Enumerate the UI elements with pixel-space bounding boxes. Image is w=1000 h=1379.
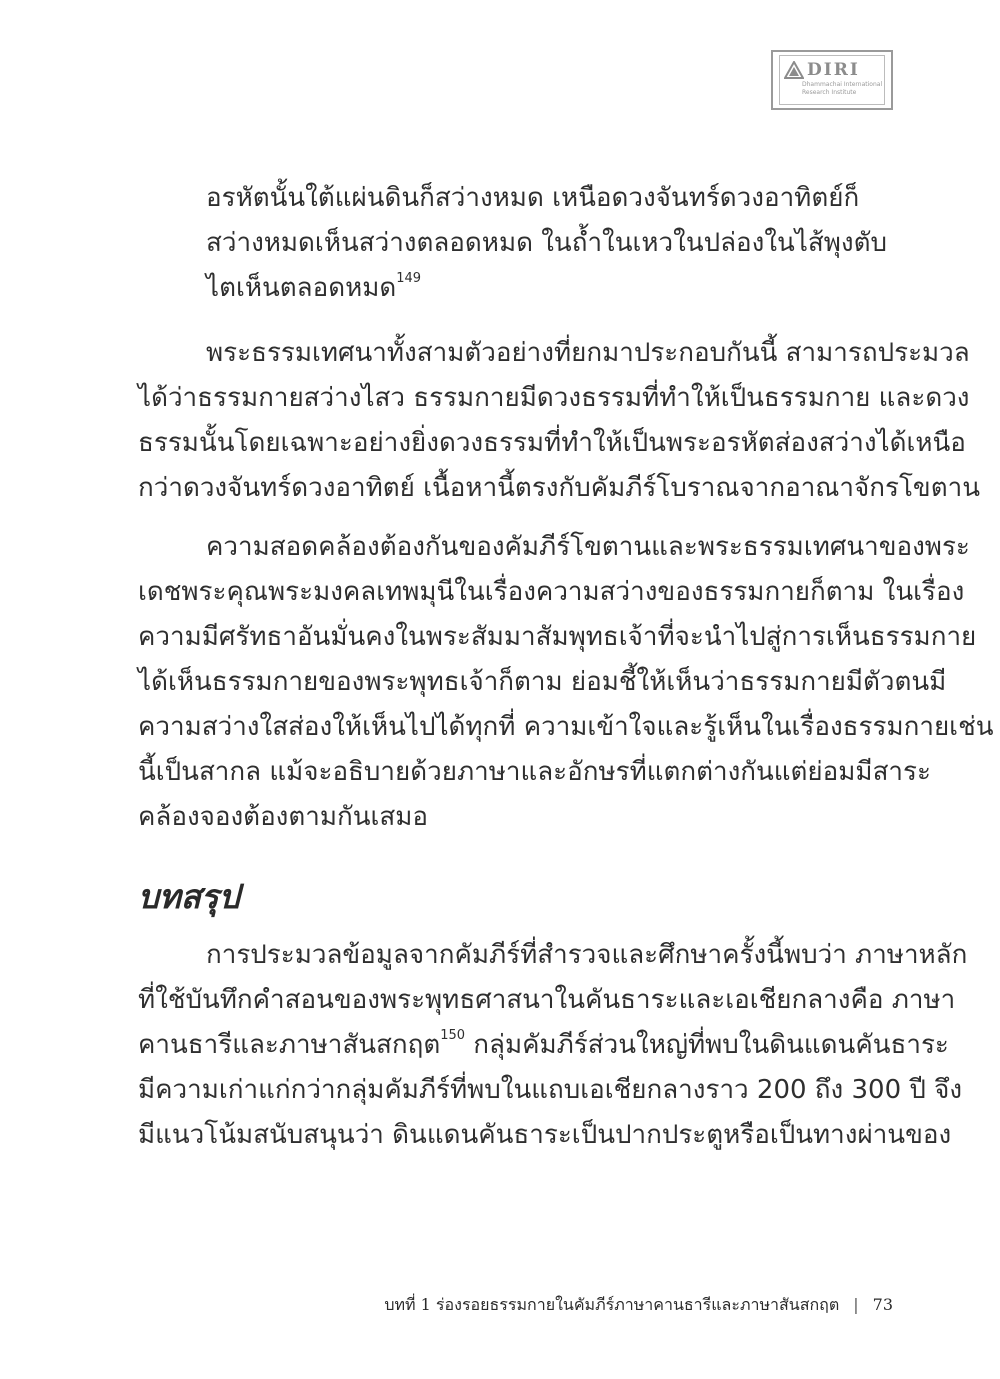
paragraph-line: มีความเก่าแก่กว่ากลุ่มคัมภีร์ที่พบในแถบเอเชียกลางราว 200 ถึง 300 ปี จึง: [138, 1075, 963, 1105]
page-footer: [384, 1293, 893, 1318]
quote-line: สว่างหมดเห็นสว่างตลอดหมด ในถ้ำในเหวในปล่องในไส้พุงตับ: [206, 228, 887, 258]
footer-separator: |: [853, 1295, 859, 1314]
page-number: 73: [872, 1295, 893, 1314]
paragraph-line: การประมวลข้อมูลจากคัมภีร์ที่สำรวจและศึกษาครั้งนี้พบว่า ภาษาหลัก: [206, 940, 968, 970]
quote-line-last: [206, 266, 846, 311]
paragraph-line: ความสอดคล้องต้องกันของคัมภีร์โขตานและพระธรรมเทศนาของพระ: [206, 532, 970, 562]
paragraph: [138, 933, 968, 1158]
triangle-emblem-icon: [784, 61, 804, 79]
section-heading: บทสรุป: [138, 877, 240, 916]
logo-name: DIRI: [807, 60, 860, 80]
paragraph-line: ความสว่างใสส่องให้เห็นไปได้ทุกที่ ความเข้าใจและรู้เห็นในเรื่องธรรมกายเช่น: [138, 712, 994, 742]
quote-line-text: ไตเห็นตลอดหมด: [206, 273, 397, 303]
paragraph-line: ธรรมนั้นโดยเฉพาะอย่างยิ่งดวงธรรมที่ทำให้เป็นพระอรหัตส่องสว่างได้เหนือ: [138, 428, 966, 458]
paragraph-text: กลุ่มคัมภีร์ส่วนใหญ่ที่พบในดินแดนคันธาระ: [465, 1030, 949, 1060]
running-chapter-title: บทที่ 1 ร่องรอยธรรมกายในคัมภีร์ภาษาคานธารีและภาษาสันสกฤต: [384, 1295, 840, 1314]
paragraph-line: คล้องจองต้องตามกันเสมอ: [138, 802, 429, 832]
paragraph-line: ได้ว่าธรรมกายสว่างไสว ธรรมกายมีดวงธรรมที่ทำให้เป็นธรรมกาย และดวง: [138, 383, 970, 413]
paragraph-text: คานธารีและภาษาสันสกฤต: [138, 1030, 441, 1060]
logo-top-row: [784, 60, 880, 80]
paragraph-line: เดชพระคุณพระมงคลเทพมุนีในเรื่องความสว่างของธรรมกายก็ตาม ในเรื่อง: [138, 577, 965, 607]
paragraph: [138, 525, 994, 840]
diri-logo: [771, 50, 893, 110]
quote-line: อรหัตนั้นใต้แผ่นดินก็สว่างหมด เหนือดวงจันทร์ดวงอาทิตย์ก็: [206, 183, 860, 213]
paragraph: [138, 331, 980, 511]
paragraph-line: ที่ใช้บันทึกคำสอนของพระพุทธศาสนาในคันธาระและเอเชียกลางคือ ภาษา: [138, 985, 956, 1015]
logo-frame: [779, 55, 885, 105]
paragraph-line: นี้เป็นสากล แม้จะอธิบายด้วยภาษาและอักษรที่แตกต่างกันแต่ย่อมมีสาระ: [138, 757, 931, 787]
logo-subtitle-1: Dhammachai International: [802, 81, 883, 88]
footnote-marker: 150: [440, 1028, 466, 1044]
paragraph-line: ความมีศรัทธาอันมั่นคงในพระสัมมาสัมพุทธเจ้าที่จะนำไปสู่การเห็นธรรมกาย: [138, 622, 977, 652]
quote-block: [206, 176, 887, 311]
paragraph-line: กว่าดวงจันทร์ดวงอาทิตย์ เนื้อหานี้ตรงกับคัมภีร์โบราณจากอาณาจักรโขตาน: [138, 473, 980, 503]
paragraph-line: พระธรรมเทศนาทั้งสามตัวอย่างที่ยกมาประกอบกันนี้ สามารถประมวล: [206, 338, 970, 368]
paragraph-line-with-footnote: [138, 1023, 949, 1068]
paragraph-line: มีแนวโน้มสนับสนุนว่า ดินแดนคันธาระเป็นปากประตูหรือเป็นทางผ่านของ: [138, 1120, 952, 1150]
footnote-marker: 149: [396, 271, 422, 287]
paragraph-line: ได้เห็นธรรมกายของพระพุทธเจ้าก็ตาม ย่อมชี้ให้เห็นว่าธรรมกายมีตัวตนมี: [138, 667, 947, 697]
logo-subtitle-2: Research Institute: [802, 89, 857, 96]
